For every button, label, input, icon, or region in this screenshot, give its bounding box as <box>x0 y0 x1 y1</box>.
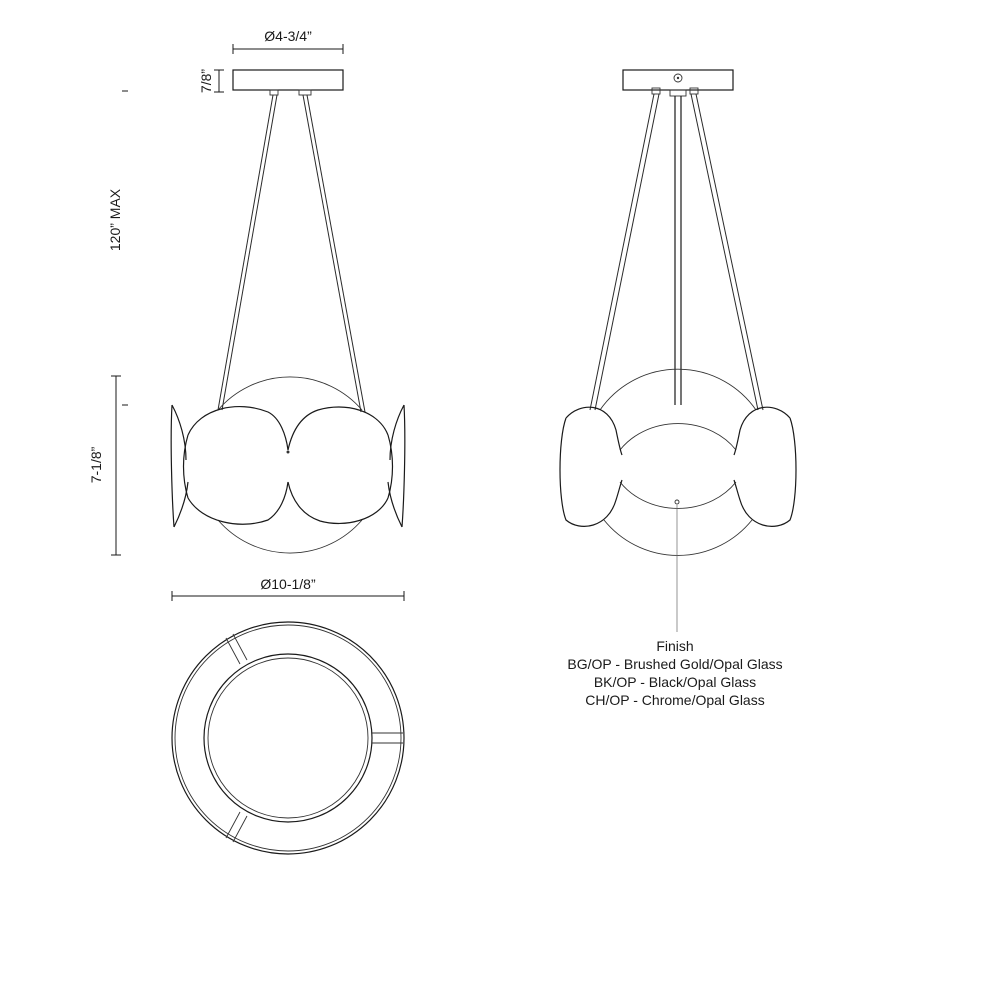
overall-height-label: 120” MAX <box>107 188 123 252</box>
body-height-dimension <box>88 376 121 555</box>
body-diameter-dimension <box>172 576 404 601</box>
shade-front <box>171 377 405 553</box>
finish-list <box>567 638 782 708</box>
canopy-side <box>623 70 733 90</box>
finish-option: BG/OP - Brushed Gold/Opal Glass <box>567 656 783 672</box>
plan-view <box>172 622 404 854</box>
finish-option: BK/OP - Black/Opal Glass <box>593 674 757 690</box>
canopy-diameter-label: Ø4-3/4” <box>264 28 312 44</box>
canopy-diameter-dimension <box>233 28 343 54</box>
body-height-label: 7-1/8” <box>88 446 104 484</box>
canopy-height-label: 7/8” <box>198 68 214 94</box>
finish-heading: Finish <box>656 638 694 654</box>
canopy <box>233 70 343 90</box>
side-view <box>560 70 796 708</box>
body-diameter-label: Ø10-1/8” <box>260 576 316 592</box>
suspension-cords <box>218 95 365 412</box>
canopy-height-dimension <box>198 69 224 93</box>
finish-option: CH/OP - Chrome/Opal Glass <box>585 692 765 708</box>
front-view <box>88 28 405 854</box>
